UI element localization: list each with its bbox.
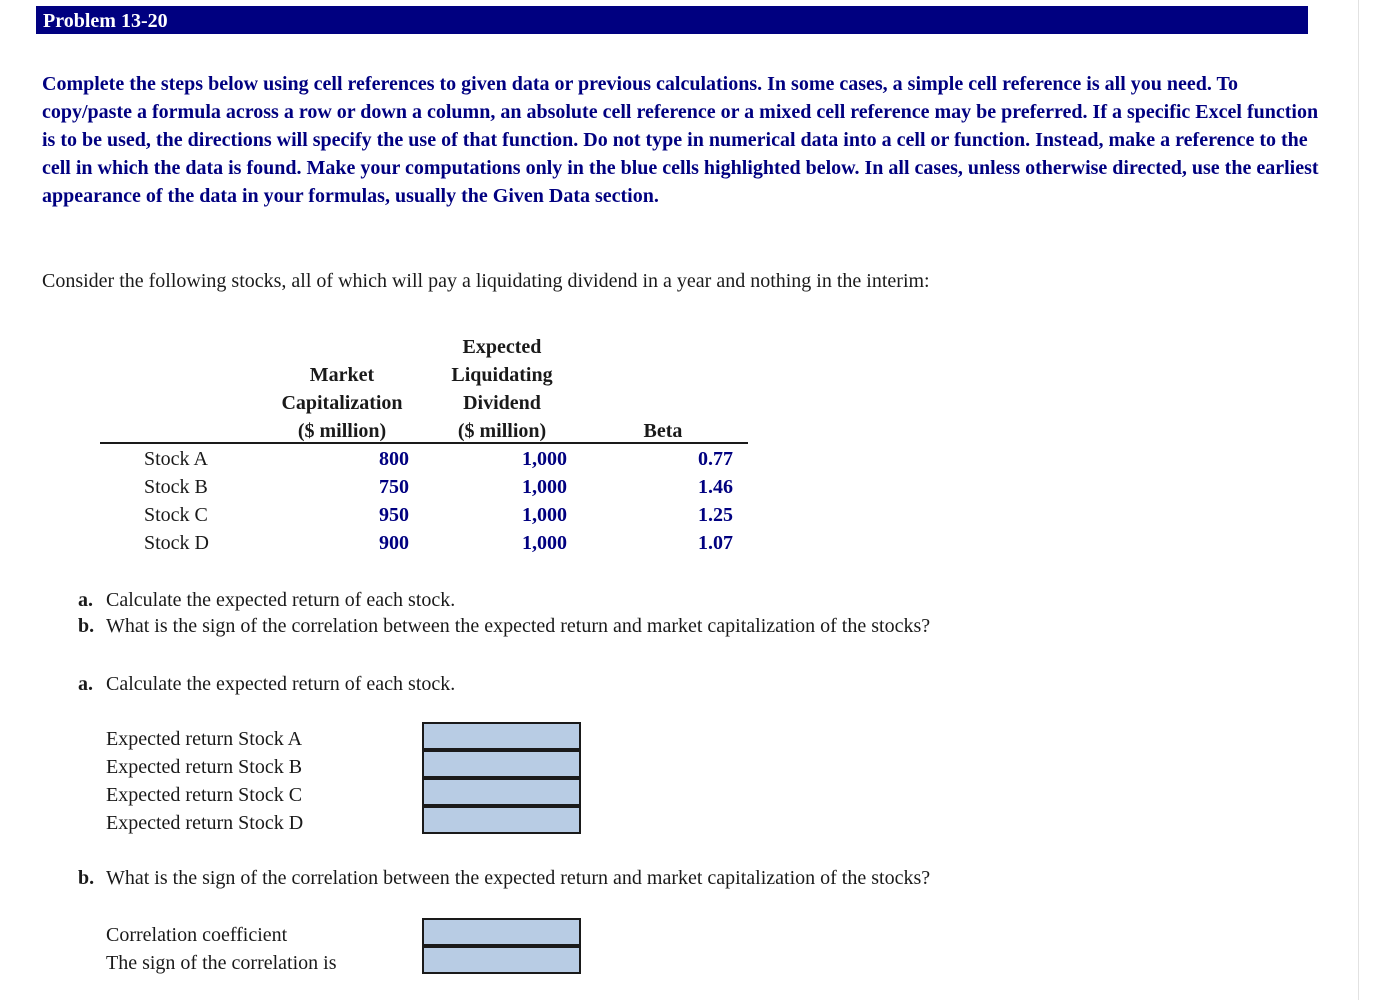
input-expected-return-d[interactable]	[422, 806, 581, 834]
question-b	[78, 613, 930, 639]
question-a	[78, 587, 455, 613]
input-correlation-coefficient[interactable]	[422, 918, 581, 946]
part-a-letter: a.	[78, 673, 93, 695]
label-expected-return-d: Expected return Stock D	[106, 812, 304, 834]
header-beta: Beta	[643, 420, 683, 442]
table-header-rule	[100, 442, 748, 444]
market-cap-stock-a: 800	[379, 448, 409, 470]
label-correlation-sign: The sign of the correlation is	[106, 952, 337, 974]
question-b-text: What is the sign of the correlation between the expected return and market capitalization of the stocks?	[106, 615, 931, 637]
part-b-letter: b.	[78, 867, 95, 889]
dividend-stock-a: 1,000	[522, 448, 567, 470]
label-expected-return-c: Expected return Stock C	[106, 784, 303, 806]
part-b-heading	[78, 865, 930, 891]
market-cap-stock-c: 950	[379, 504, 409, 526]
part-b-text: What is the sign of the correlation between the expected return and market capitalization of the stocks?	[106, 867, 931, 889]
input-expected-return-b[interactable]	[422, 750, 581, 778]
input-correlation-sign[interactable]	[422, 946, 581, 974]
page-edge-line	[1358, 0, 1359, 1000]
label-expected-return-a: Expected return Stock A	[106, 728, 303, 750]
row-label-stock-b: Stock B	[144, 476, 208, 498]
header-market-cap	[262, 361, 422, 445]
dividend-stock-b: 1,000	[522, 476, 567, 498]
beta-stock-c: 1.25	[698, 504, 733, 526]
header-dividend-line2: Liquidating	[451, 364, 553, 386]
market-cap-stock-b: 750	[379, 476, 409, 498]
input-expected-return-a[interactable]	[422, 722, 581, 750]
instructions-text: Complete the steps below using cell references to given data or previous calculations. In some cases, a simple cell reference is all you need. To copy/paste a formula across a row or down a column, an absolute cell reference or a mixed cell reference may be preferred. If a specific Excel function is to be used, the directions will specify the use of that function. Do not type in numerical data into a cell or function. Instead, make a reference to the cell in which the data is found. Make your computations only in the blue cells highlighted below. In all cases, unless otherwise directed, use the earliest appearance of the data in your formulas, usually the Given Data section.	[42, 73, 1319, 207]
question-a-letter: a.	[78, 589, 93, 611]
label-correlation-coefficient: Correlation coefficient	[106, 924, 288, 946]
question-a-text: Calculate the expected return of each stock.	[106, 589, 456, 611]
beta-stock-d: 1.07	[698, 532, 733, 554]
consider-text: Consider the following stocks, all of which will pay a liquidating dividend in a year and nothing in the interim:	[42, 270, 930, 292]
row-label-stock-a: Stock A	[144, 448, 208, 470]
market-cap-stock-d: 900	[379, 532, 409, 554]
input-expected-return-c[interactable]	[422, 778, 581, 806]
header-dividend-line3: Dividend	[463, 392, 541, 414]
problem-title: Problem 13-20	[43, 10, 168, 32]
label-expected-return-b: Expected return Stock B	[106, 756, 303, 778]
problem-title-bar	[36, 6, 1308, 34]
beta-stock-b: 1.46	[698, 476, 733, 498]
row-label-stock-c: Stock C	[144, 504, 208, 526]
dividend-stock-d: 1,000	[522, 532, 567, 554]
dividend-stock-c: 1,000	[522, 504, 567, 526]
header-market-cap-line1: Market	[309, 364, 375, 386]
question-b-letter: b.	[78, 615, 95, 637]
header-dividend-line4: ($ million)	[457, 420, 547, 442]
part-a-heading	[78, 671, 455, 697]
row-label-stock-d: Stock D	[144, 532, 209, 554]
part-a-text: Calculate the expected return of each stock.	[106, 673, 456, 695]
beta-stock-a: 0.77	[698, 448, 733, 470]
header-market-cap-line2: Capitalization	[281, 392, 403, 414]
header-dividend	[432, 333, 572, 445]
header-market-cap-line3: ($ million)	[297, 420, 387, 442]
header-dividend-line1: Expected	[462, 336, 542, 358]
